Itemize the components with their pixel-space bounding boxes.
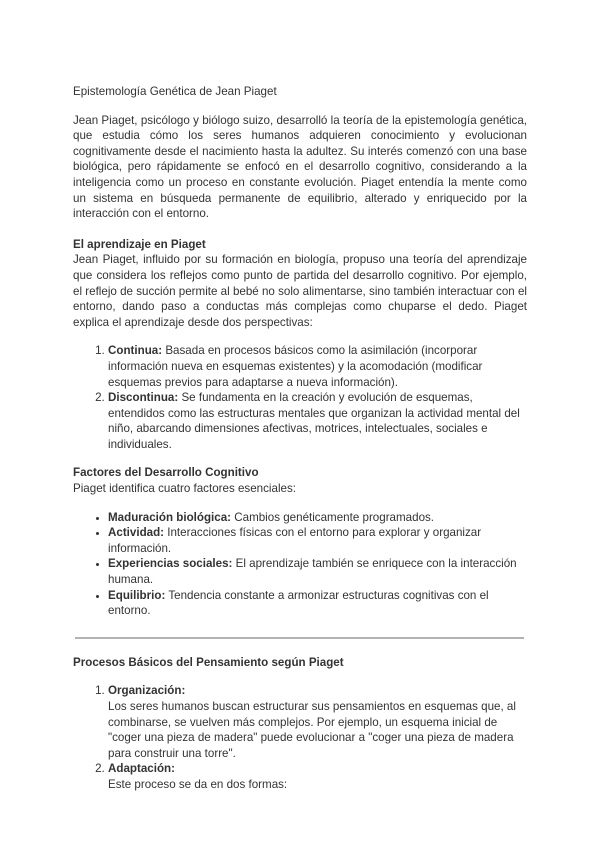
spacer bbox=[73, 452, 527, 465]
factors-intro: Piaget identifica cuatro factores esenciales: bbox=[73, 482, 296, 496]
list-item-text: El aprendizaje también se enriquece con la interacción humana. bbox=[108, 557, 517, 587]
document-title: Epistemología Genética de Jean Piaget bbox=[73, 85, 277, 98]
list-item-maduracion bbox=[108, 510, 527, 526]
list-item-actividad bbox=[108, 525, 527, 556]
section-heading-factors: Factores del Desarrollo Cognitivo bbox=[73, 466, 259, 480]
list-item-text: Cambios genéticamente programados. bbox=[231, 510, 435, 524]
list-item-text: Se fundamenta en la creación y evolución de esquemas, entendidos como las estructuras mentales que organizan la actividad mental del niño, abarcando dimensiones afectivas, motrices, intelectuales, sociales e individuales. bbox=[108, 391, 520, 451]
list-item-term: Equilibrio: bbox=[108, 588, 166, 602]
list-item-continua bbox=[108, 343, 527, 390]
list-item-discontinua bbox=[108, 390, 527, 452]
list-item-organizacion bbox=[108, 683, 527, 761]
list-item-term: Experiencias sociales: bbox=[108, 557, 233, 571]
document-page bbox=[73, 84, 527, 793]
processes-list bbox=[73, 683, 527, 792]
list-item-text: Los seres humanos buscan estructurar sus pensamientos en esquemas que, al combinarse, se vuelven más complejos. Por ejemplo, un esquema inicial de "coger una pieza de madera" puede evolucionar a "coger una pieza de madera para construir una torre". bbox=[108, 700, 516, 760]
learning-perspectives-list bbox=[73, 343, 527, 452]
section-heading-learning: El aprendizaje en Piaget bbox=[73, 237, 206, 251]
list-item-equilibrio bbox=[108, 588, 527, 619]
spacer bbox=[73, 222, 527, 237]
factors-list bbox=[73, 510, 527, 619]
list-item-term: Actividad: bbox=[108, 526, 165, 540]
list-item-text: Este proceso se da en dos formas: bbox=[108, 777, 288, 791]
list-item-adaptacion bbox=[108, 761, 527, 792]
list-item-text: Tendencia constante a armonizar estructuras cognitivas con el entorno. bbox=[108, 588, 489, 618]
section-heading-processes: Procesos Básicos del Pensamiento según Piaget bbox=[73, 655, 344, 669]
list-item-term: Discontinua: bbox=[108, 391, 179, 405]
list-item-text: Basada en procesos básicos como la asimilación (incorporar información nueva en esquemas existentes) y la acomodación (modificar esquemas previos para adaptarse a nueva información). bbox=[108, 344, 483, 389]
list-item-text: Interacciones físicas con el entorno para explorar y organizar información. bbox=[108, 526, 482, 555]
list-item-term: Continua: bbox=[108, 344, 163, 358]
horizontal-divider bbox=[75, 637, 524, 639]
list-item-term: 1. Organización: bbox=[108, 684, 186, 698]
intro-paragraph: Jean Piaget, psicólogo y biólogo suizo, desarrolló la teoría de la epistemología genética, que estudia cómo los seres humanos adquieren conocimiento y evolucionan cognitivamente desde el nacimiento hasta la adultez. Su interés comenzó con una base biológica, pero rápidamente se enfocó en el desarrollo cognitivo, considerando a la inteligencia como un proceso en constante evolución. Piaget entendía la mente como un sistema en búsqueda permanente de equilibrio, alterado y enriquecido por la interacción con el entorno. bbox=[73, 113, 527, 221]
list-item-experiencias bbox=[108, 556, 527, 587]
learning-paragraph: Jean Piaget, influido por su formación en biología, propuso una teoría del aprendizaje que considera los reflejos como punto de partida del desarrollo cognitivo. Por ejemplo, el reflejo de succión permite al bebé no solo alimentarse, sino también interactuar con el entorno, dando paso a conductas más complejas como chuparse el dedo. Piaget explica el aprendizaje desde dos perspectivas: bbox=[73, 253, 527, 329]
list-item-term: Maduración biológica: bbox=[108, 510, 232, 524]
list-item-term: 2. Adaptación: bbox=[108, 762, 175, 776]
